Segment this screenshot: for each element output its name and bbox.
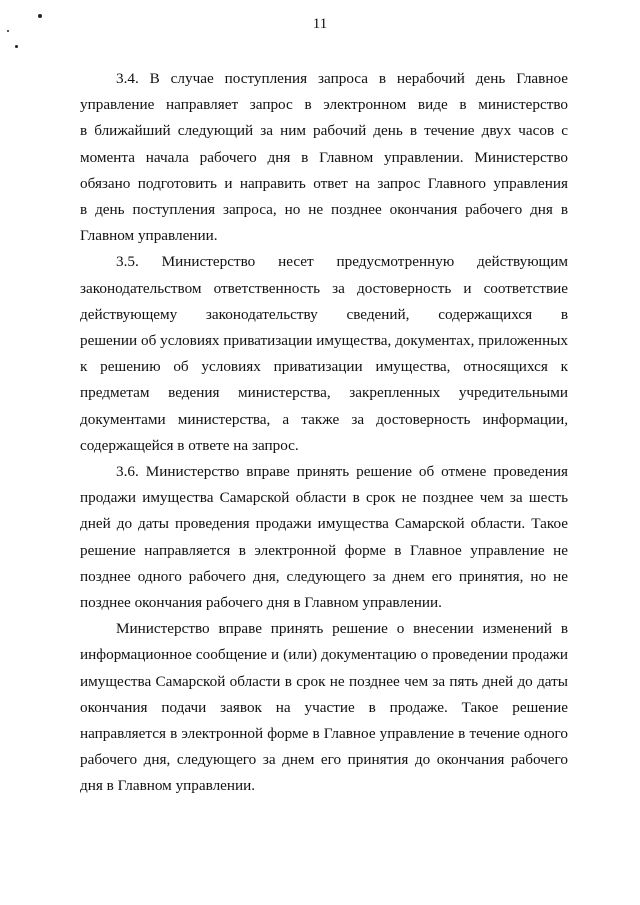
paragraph-3-6 — [80, 459, 568, 616]
paragraph-line: продажи имущества Самарской области в срок не позднее чем за шесть — [80, 489, 568, 507]
paragraph-line: дня в Главном управлении. — [80, 777, 256, 795]
paragraph-line: в день поступления запроса, но не позднее окончания рабочего дня в — [80, 201, 568, 219]
paragraph-line: позднее одного рабочего дня, следующего за днем его принятия, но не — [80, 567, 568, 585]
paragraph-3-5 — [80, 249, 568, 459]
paragraph-line: действующему законодательству сведений, содержащихся в — [80, 305, 568, 323]
paragraph-line: Главном управлении. — [80, 227, 218, 245]
paragraph-line: содержащейся в ответе на запрос. — [80, 436, 299, 454]
paragraph-line: решении об условиях приватизации имущества, документах, приложенных — [80, 332, 568, 350]
paragraph-line: решение направляется в электронной форме в Главное управление не — [80, 541, 568, 559]
paragraph-line: окончания подачи заявок на участие в продаже. Такое решение — [80, 698, 568, 716]
paragraph-line: момента начала рабочего дня в Главном управлении. Министерство — [80, 148, 568, 166]
paragraph-line: информационное сообщение и (или) документацию о проведении продажи — [80, 646, 568, 664]
page-number: 11 — [312, 16, 328, 32]
document-body — [80, 66, 568, 800]
paragraph-line: в ближайший следующий за ним рабочий день в течение двух часов с — [80, 122, 568, 140]
paragraph-line: имущества Самарской области в срок не позднее чем за пять дней до даты — [80, 672, 568, 690]
paragraph-line: дней до даты проведения продажи имущества Самарской области. Такое — [80, 515, 568, 533]
paragraph-line: к решению об условиях приватизации имущества, относящихся к — [80, 358, 568, 376]
paragraph-line: Министерство вправе принять решение о внесении изменений в — [116, 620, 568, 638]
paragraph-line: управление направляет запрос в электронном виде в министерство — [80, 96, 568, 114]
paragraph-line: направляется в электронной форме в Главное управление в течение одного — [80, 725, 568, 743]
paragraph-3-6-continued — [80, 616, 568, 799]
scan-mark-dot-bottom — [15, 45, 18, 48]
paragraph-line: обязано подготовить и направить ответ на запрос Главного управления — [80, 174, 568, 192]
paragraph-line: 3.6. Министерство вправе принять решение об отмене проведения — [116, 463, 568, 481]
paragraph-3-4 — [80, 66, 568, 249]
paragraph-line: позднее окончания рабочего дня в Главном управлении. — [80, 594, 442, 612]
paragraph-line: законодательством ответственность за достоверность и соответствие — [80, 279, 568, 297]
paragraph-line: документами министерства, а также за достоверность информации, — [80, 410, 568, 428]
paragraph-line: 3.4. В случае поступления запроса в нерабочий день Главное — [116, 70, 568, 87]
paragraph-line: рабочего дня, следующего за днем его принятия до окончания рабочего — [80, 751, 568, 769]
paragraph-line: предметам ведения министерства, закрепленных учредительными — [80, 384, 568, 402]
paragraph-line: 3.5. Министерство несет предусмотренную действующим — [116, 253, 568, 271]
